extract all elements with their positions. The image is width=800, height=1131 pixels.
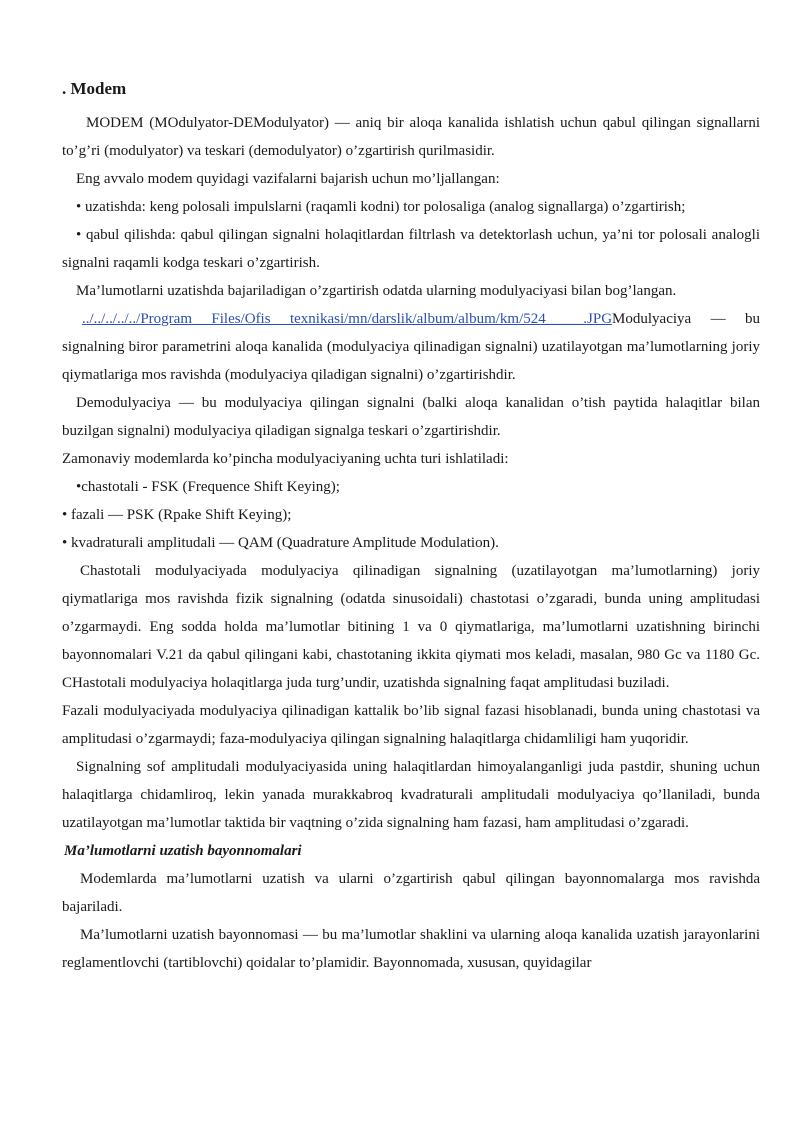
bullet-qam: • kvadraturali amplitudali — QAM (Quadrature Amplitude Modulation). bbox=[62, 535, 499, 551]
subheading-protocols: Ma’lumotlarni uzatish bayonnomalari bbox=[64, 843, 302, 859]
bullet-fsk: •chastotali - FSK (Frequence Shift Keying); bbox=[76, 479, 340, 495]
section-heading: . Modem bbox=[62, 79, 127, 98]
paragraph-phase-modulation: Fazali modulyaciyada modulyaciya qilinadigan kattalik bo’lib signal fazasi hisoblanadi, bunda uning chastotasi va amplitudasi o’zgarmaydi; faza-modulyaciya qilingan signalning halaqitlarga chidamliligi ham yuqoridir. bbox=[62, 703, 760, 747]
bullet-psk: • fazali — PSK (Rpake Shift Keying); bbox=[62, 507, 292, 523]
paragraph-conversion: Ma’lumotlarni uzatishda bajariladigan o’zgartirish odatda ularning modulyaciyasi bilan bog’langan. bbox=[76, 283, 677, 299]
paragraph-demodulation: Demodulyaciya — bu modulyaciya qilingan signalni (balki aloqa kanalidan o’tish paytida halaqitlar bilan buzilgan signalni) modulyaciya qiladigan signalga teskari o’zgartirishdir. bbox=[62, 395, 760, 439]
paragraph-modem-protocols: Modemlarda ma’lumotlarni uzatish va ularni o’zgartirish qabul qilingan bayonnomalarga mos ravishda bajariladi. bbox=[62, 871, 760, 915]
paragraph-protocol-definition: Ma’lumotlarni uzatish bayonnomasi — bu ma’lumotlar shaklini va ularning aloqa kanalida uzatish jarayonlarini reglamentlovchi (tartiblovchi) qoidalar to’plamidir. Bayonnomada, xususan, quyidagilar bbox=[62, 927, 760, 971]
modulation-definition-text: Modulyaciya — bu signalning biror parametrini aloqa kanalida (modulyaciya qilinadigan signalni) uzatilayotgan ma’lumotlarning joriy qiymatlariga mos ravishda (modulyaciya qiladigan signalni) o’zgartirishdir. bbox=[62, 311, 760, 383]
paragraph-modem-definition: MODEM (MOdulyator-DEModulyator) — aniq bir aloqa kanalida ishlatish uchun qabul qilingan signallarni to’g’ri (modulyator) va teskari (demodulyator) o’zgartirish qurilmasidir. bbox=[62, 115, 760, 159]
paragraph-frequency-modulation: Chastotali modulyaciyada modulyaciya qilinadigan signalning (uzatilayotgan ma’lumotlarning) joriy qiymatlariga mos ravishda fizik signalning (odatda sinusoidali) chastotasi o’zgaradi, bunda uning amplitudasi o’zgarmaydi. Eng sodda holda ma’lumotlar bitining 1 va 0 qiymatlariga, ma’lumotlarni uzatishning birinchi bayonnomalari V.21 da qabul qilingani kabi, chastotaning ikkita qiymati mos keladi, masalan, 980 Gc va 1180 Gc. CHastotali modulyaciya holaqitlarga juda turg’undir, uzatishda signalning faqat amplitudasi buziladi. bbox=[62, 563, 760, 691]
paragraph-amplitude-modulation: Signalning sof amplitudali modulyaciyasida uning halaqitlardan himoyalanganligi juda pastdir, shuning uchun halaqitlarga chidamliroq, lekin yanada murakkabroq kvadraturali amplitudali modulyaciya qo’llaniladi, bunda uzatilayotgan ma’lumotlar taktida bir vaqtning o’zida signalning ham fazasi, ham amplitudasi o’zgaradi. bbox=[62, 759, 760, 831]
bullet-receive: • qabul qilishda: qabul qilingan signalni holaqitlardan filtrlash va detektorlash uchun, ya’ni tor polosali analogli signalni raqamli kodga teskari o’zgartirish. bbox=[62, 227, 760, 271]
image-file-link[interactable]: ../../../../../Program Files/Ofis texnikasi/mn/darslik/album/album/km/524_____.JPG bbox=[82, 311, 613, 327]
bullet-transmit: • uzatishda: keng polosali impulslarni (raqamli kodni) tor polosaliga (analog signallarga) o’zgartirish; bbox=[76, 199, 686, 215]
paragraph-modem-purpose: Eng avvalo modem quyidagi vazifalarni bajarish uchun mo’ljallangan: bbox=[76, 171, 500, 187]
paragraph-modulation-definition bbox=[62, 305, 760, 389]
paragraph-modulation-types: Zamonaviy modemlarda ko’pincha modulyaciyaning uchta turi ishlatiladi: bbox=[62, 451, 509, 467]
